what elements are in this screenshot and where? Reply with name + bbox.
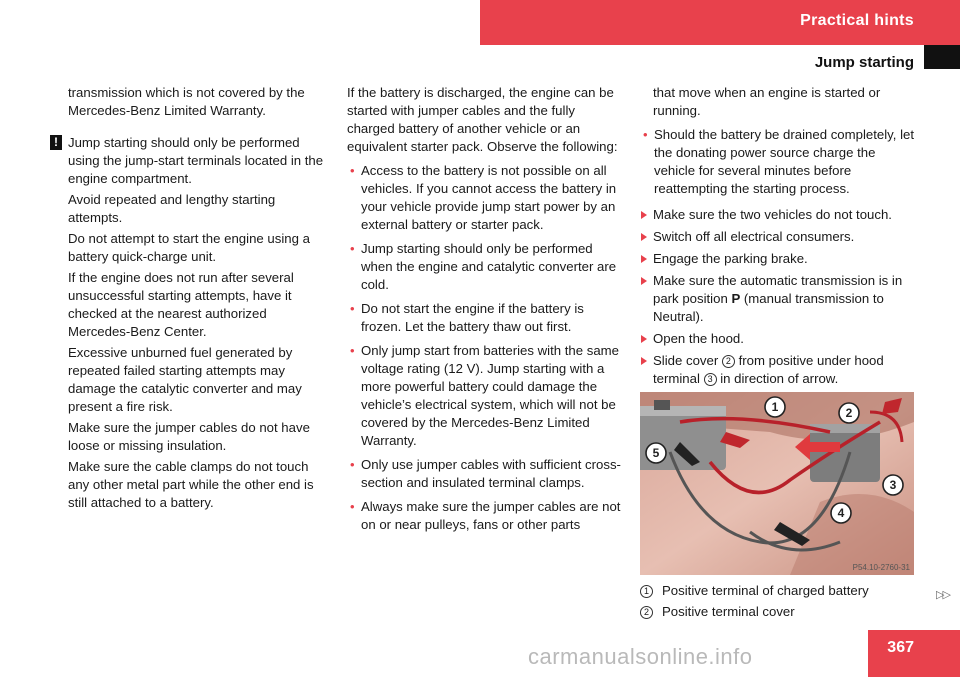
legend-item (640, 603, 920, 621)
col1-paragraph: Excessive unburned fuel generated by repeated failed starting attempts may damage the catalytic converter and may present a fire risk. (68, 345, 302, 414)
callout-label: 5 (652, 446, 660, 460)
arrow-icon (641, 211, 647, 219)
step-text: Slide cover (653, 353, 722, 368)
watermark: carmanualsonline.info (528, 644, 753, 669)
col1-intro: transmission which is not covered by the Mercedes-Benz Limited Warranty. (68, 85, 305, 118)
warning-icon: ! (50, 135, 62, 150)
arrow-icon (641, 357, 647, 365)
legend-item (640, 582, 920, 600)
col1-paragraph: Make sure the jumper cables do not have loose or missing insulation. (68, 420, 310, 453)
step-text: Make sure the two vehicles do not touch. (653, 207, 892, 222)
col1-paragraph: If the engine does not run after several unsuccessful starting attempts, have it checked at the nearest authorized Mercedes-Benz Center. (68, 270, 294, 339)
column-3 (640, 84, 918, 392)
column-1 (50, 84, 332, 515)
page-number: 367 (887, 639, 914, 656)
step-text: Engage the parking brake. (653, 251, 808, 266)
step-text: Make sure the automatic transmission is in park position (653, 273, 903, 306)
warning-block (54, 134, 332, 188)
col1-paragraph: Do not attempt to start the engine using a battery quick-charge unit. (68, 231, 310, 264)
continued-marker: ▷▷ (936, 589, 949, 601)
park-position-label: P (731, 291, 741, 306)
callout-label: 4 (837, 506, 845, 520)
legend-text: Positive terminal cover (662, 604, 795, 619)
arrow-icon (641, 335, 647, 343)
callout-ref: 2 (722, 355, 735, 368)
bullet-item: • Jump starting should only be performed when the engine and catalytic converter are cold. (361, 240, 625, 294)
step-text: Open the hood. (653, 331, 744, 346)
legend-number: 1 (640, 585, 653, 598)
col1-paragraph: Avoid repeated and lengthy starting attempts. (68, 192, 276, 225)
step-text: in direction of arrow. (716, 371, 839, 386)
step-item (653, 352, 918, 388)
bullet-item: • Should the battery be drained completely, let the donating power source charge the vehicle for several minutes before reattempting the starting process. (654, 126, 918, 198)
jump-start-figure (640, 392, 914, 575)
bullet-item: • Do not start the engine if the battery is frozen. Let the battery thaw out first. (361, 300, 625, 336)
arrow-icon (641, 255, 647, 263)
subsection-title: Jump starting (814, 54, 914, 71)
callout-label: 3 (889, 478, 897, 492)
figure-code: P54.10-2760-31 (852, 563, 910, 572)
bullet-item: • Always make sure the jumper cables are not on or near pulleys, fans or other parts (361, 498, 625, 534)
warning-heading: Jump starting should only be performed using the jump-start terminals located in the engine compartment. (68, 135, 324, 186)
step-item (653, 228, 918, 246)
bullet-item: • Only use jumper cables with sufficient cross-section and insulated terminal clamps. (361, 456, 625, 492)
step-item (653, 250, 918, 268)
arrow-icon (641, 277, 647, 285)
col2-intro: If the battery is discharged, the engine can be started with jumper cables and the fully charged battery of another vehicle or an equivalent starter pack. Observe the following: (347, 85, 618, 154)
bullet-item: • Access to the battery is not possible on all vehicles. If you cannot access the battery in your vehicle provide jump start power by an external battery or starter pack. (361, 162, 625, 234)
callout-label: 2 (845, 406, 853, 420)
col1-paragraph: Make sure the cable clamps do not touch any other metal part while the other end is still attached to a battery. (68, 459, 314, 510)
step-text: from positive under hood terminal (653, 353, 884, 386)
step-item (653, 206, 918, 224)
step-item (653, 272, 918, 326)
step-item (653, 330, 918, 348)
column-2 (347, 84, 625, 540)
legend-number: 2 (640, 606, 653, 619)
col3-continuation: that move when an engine is started or running. (653, 85, 881, 118)
engine-compartment-illustration (640, 392, 914, 575)
step-text: Switch off all electrical consumers. (653, 229, 855, 244)
callout-label: 1 (771, 400, 779, 414)
header-tab-marker (924, 45, 960, 69)
callout-ref: 3 (704, 373, 717, 386)
page-number-box (868, 630, 960, 677)
legend-text: Positive terminal of charged battery (662, 583, 869, 598)
step-text: (manual transmission to Neutral). (653, 291, 884, 324)
bullet-item: • Only jump start from batteries with the same voltage rating (12 V). Jump starting with a more powerful battery could damage the vehicle’s electrical system, which will not be covered by the Mercedes-Benz Limited Warranty. (361, 342, 625, 450)
section-title: Practical hints (800, 12, 914, 29)
arrow-icon (641, 233, 647, 241)
